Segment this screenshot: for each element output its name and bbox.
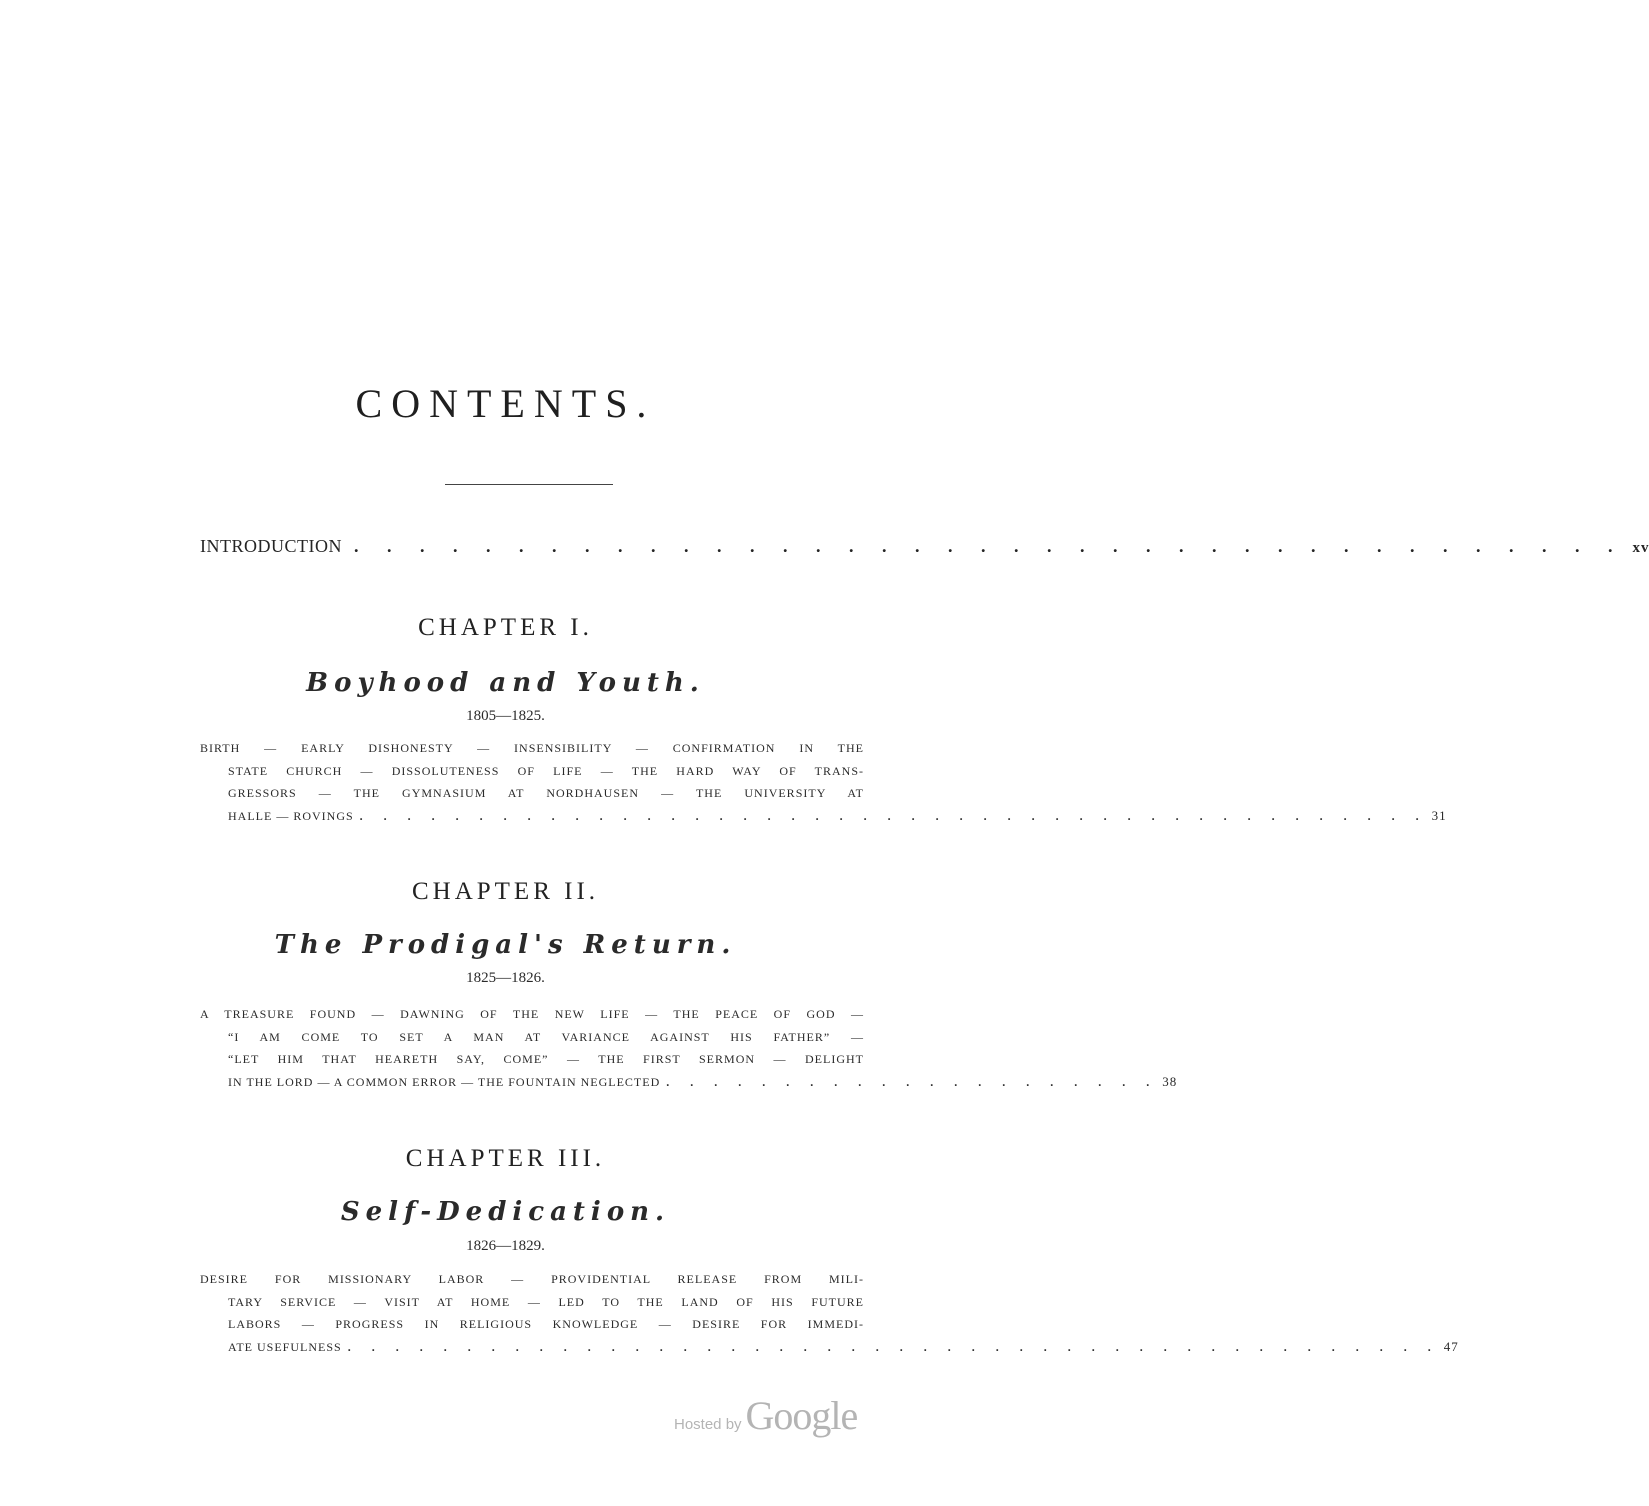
chapter-subtitle: Self-Dedication. — [340, 1197, 671, 1227]
synopsis-line: IN THE LORD — A COMMON ERROR — THE FOUNTAIN NEGLECTED . . . . . . . . . . . . . . . . . . . . . 38 — [200, 1071, 864, 1094]
dot-leader: . . . . . . . . . . . . . . . . . . . . . . . . . . . . . . . . . . . . . . . . . . . . . — [359, 808, 1428, 823]
chapter-heading: CHAPTER III. — [405, 1145, 606, 1172]
chapter-heading: CHAPTER II. — [411, 878, 600, 905]
hosted-by-google-watermark — [674, 1392, 857, 1439]
dot-leader: . . . . . . . . . . . . . . . . . . . . . . . . . . . . . . . . . . . . . . . — [353, 536, 1625, 556]
watermark-hosted-text: Hosted by — [674, 1416, 742, 1433]
synopsis-line: DESIRE FOR MISSIONARY LABOR — PROVIDENTIAL RELEASE FROM MILI- — [200, 1272, 864, 1286]
synopsis-line: HALLE — ROVINGS . . . . . . . . . . . . . . . . . . . . . . . . . . . . . . . . . . . . . . . . . . . . . 31 — [200, 805, 864, 828]
synopsis-line: “LET HIM THAT HEARETH SAY, COME” — THE FIRST SERMON — DELIGHT — [228, 1052, 864, 1066]
toc-entry-introduction — [200, 536, 1649, 557]
chapter-synopsis — [200, 737, 1447, 827]
synopsis-line: ATE USEFULNESS . . . . . . . . . . . . . . . . . . . . . . . . . . . . . . . . . . . . . . . . . . . . . . 47 — [200, 1336, 864, 1359]
synopsis-line: A TREASURE FOUND — DAWNING OF THE NEW LIFE — THE PEACE OF GOD — — [200, 1007, 864, 1021]
synopsis-line: BIRTH — EARLY DISHONESTY — INSENSIBILITY — CONFIRMATION IN THE — [200, 741, 864, 755]
dot-leader: . . . . . . . . . . . . . . . . . . . . . — [666, 1074, 1159, 1089]
synopsis-line: TARY SERVICE — VISIT AT HOME — LED TO THE LAND OF HIS FUTURE — [228, 1294, 864, 1309]
google-logo: Google — [745, 1393, 858, 1438]
synopsis-line: LABORS — PROGRESS IN RELIGIOUS KNOWLEDGE — DESIRE FOR IMMEDI- — [228, 1317, 864, 1331]
title-divider — [445, 484, 613, 485]
toc-page-number: 47 — [1443, 1338, 1459, 1354]
toc-page-number: 38 — [1162, 1073, 1178, 1089]
chapter-years: 1825—1826. — [466, 970, 545, 986]
chapter-synopsis — [200, 1003, 1178, 1093]
chapter-synopsis — [200, 1268, 1459, 1358]
toc-page-number: xv — [1632, 540, 1649, 556]
dot-leader: . . . . . . . . . . . . . . . . . . . . . . . . . . . . . . . . . . . . . . . . . . . . . . — [347, 1339, 1440, 1354]
synopsis-line: GRESSORS — THE GYMNASIUM AT NORDHAUSEN — THE UNIVERSITY AT — [228, 786, 864, 800]
synopsis-line: STATE CHURCH — DISSOLUTENESS OF LIFE — THE HARD WAY OF TRANS- — [228, 763, 864, 778]
chapter-subtitle: The Prodigal's Return. — [274, 930, 737, 960]
chapter-subtitle: Boyhood and Youth. — [306, 668, 705, 698]
synopsis-line: “I AM COME TO SET A MAN AT VARIANCE AGAINST HIS FATHER” — — [228, 1029, 864, 1044]
page-title: CONTENTS. — [355, 381, 656, 426]
chapter-years: 1805—1825. — [466, 708, 545, 724]
chapter-years: 1826—1829. — [466, 1238, 545, 1254]
chapter-heading: CHAPTER I. — [418, 614, 593, 641]
toc-page-number: 31 — [1431, 807, 1447, 823]
toc-entry-label: INTRODUCTION — [200, 536, 342, 556]
